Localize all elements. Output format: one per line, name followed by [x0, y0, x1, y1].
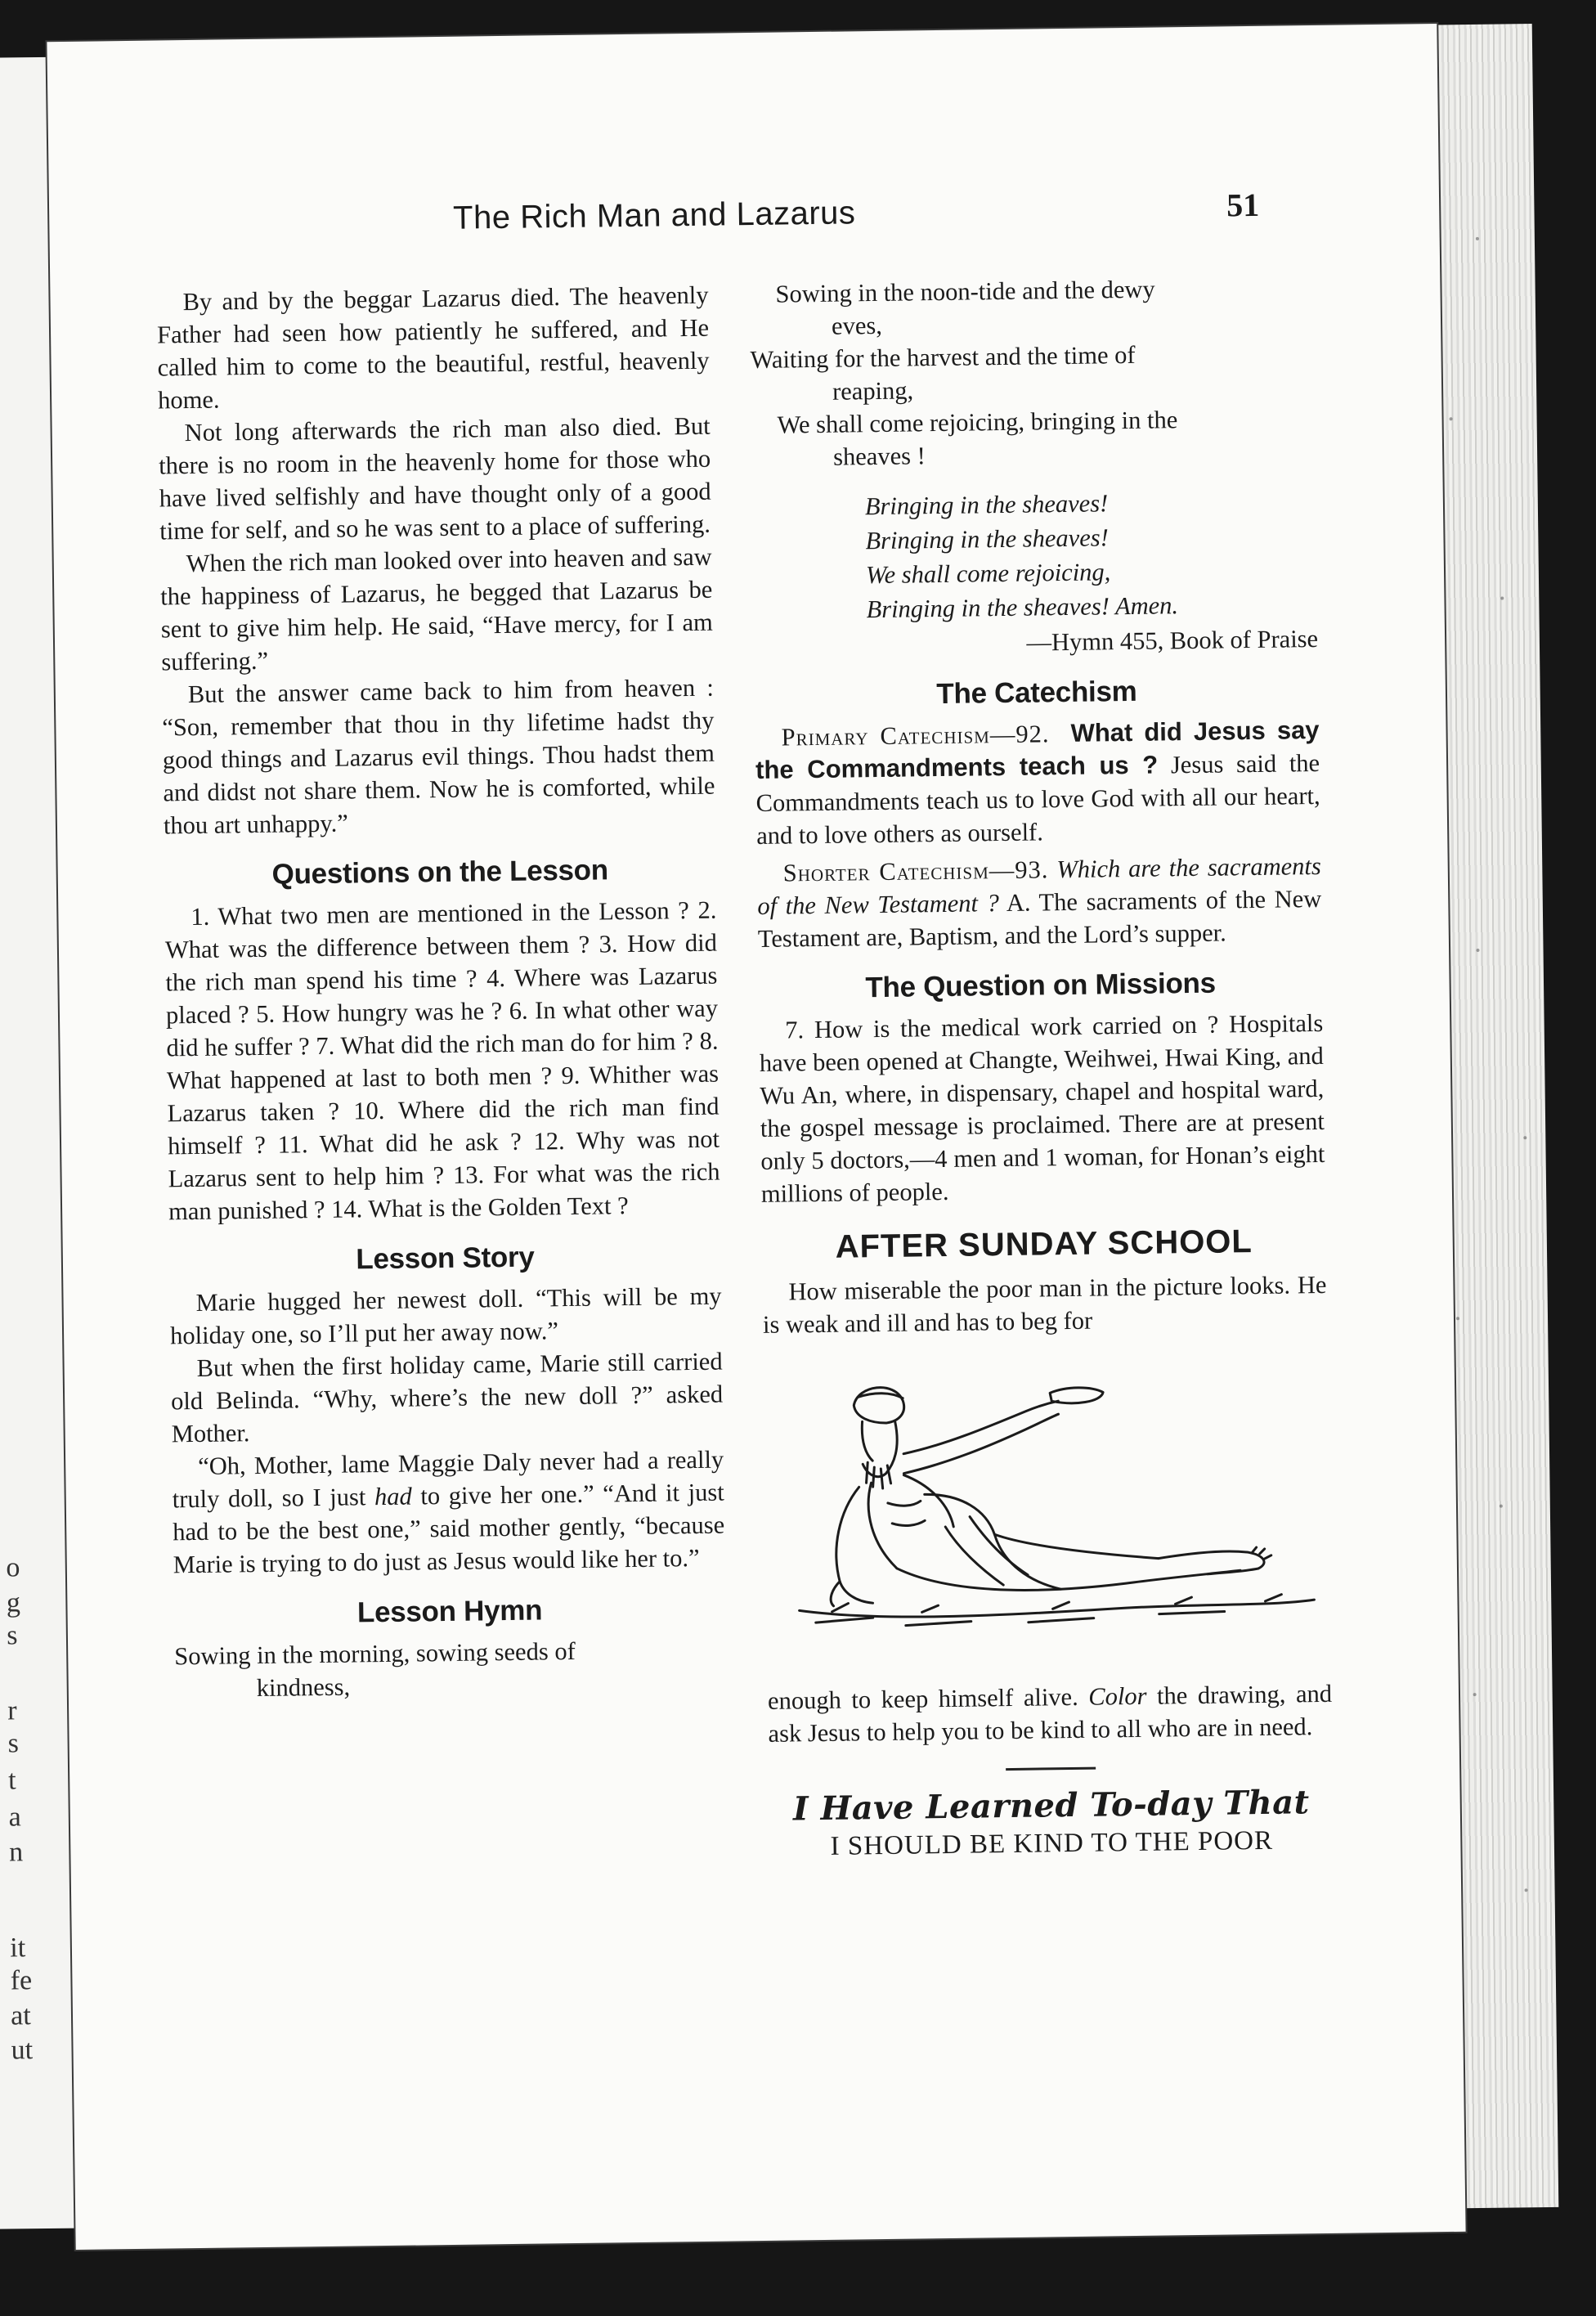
book-page — [47, 24, 1465, 2250]
learned-today-text: I SHOULD BE KIND TO THE POOR — [830, 1825, 1274, 1861]
page-number: 51 — [1226, 186, 1260, 224]
prev-page-fragment: n — [8, 1837, 24, 1868]
missions-text: 7. How is the medical work carried on ? Hospitals have been opened at Changte, Weihwei, Hwai King, and Wu An, where, in dispensary, chapel and hospital ward, the gospel message is proclaimed. There are at present only 5 doctors,—4 men and 1 woman, for Honan’s eight millions of people. — [759, 1008, 1325, 1208]
lazarus-illustration — [780, 1367, 1324, 1660]
section-divider — [1006, 1767, 1096, 1771]
story-paragraph: But the answer came back to him from heaven : “Son, remember that thou in thy lifetime hadst thy good things and Lazarus evil things. Thou hadst them and didst not share them. Now he is comforted, while thou art unhappy.” — [162, 673, 715, 840]
lesson-story-heading: Lesson Story — [356, 1241, 535, 1276]
lesson-hymn-heading: Lesson Hymn — [356, 1594, 543, 1629]
questions-text: 1. What two men are mentioned in the Lesson ? 2. What was the difference between them ? 3. How did the rich man spend his time ? 4. Where was Lazarus placed ? 5. How hungry was he ? 6. In what other way did he suffer ? 7. What did the rich man do for him ? 8. What happened at last to both men ? 9. Whither was Lazarus taken ? 10. Where did the rich man find himself ? 11. What did he ask ? 12. Why was not Lazarus sent to help him ? 13. For what was the rich man punished ? 14. What is the Golden Text ? — [164, 895, 720, 1226]
after-school-emphasis: Color — [1088, 1681, 1147, 1711]
questions-heading: Questions on the Lesson — [271, 854, 609, 891]
primary-catechism-label: Primary Catechism—92. — [781, 720, 1050, 752]
hymn-line: We shall come rejoicing, bringing in the — [777, 406, 1178, 439]
right-column — [749, 271, 1334, 1864]
lesson-hymn-verse — [174, 1633, 727, 1706]
story-paragraph: When the rich man looked over into heaven and saw the happiness of Lazarus, he begged that Lazarus be sent to give him help. He said, “Have mercy, for I am suffering.” — [160, 542, 713, 676]
primary-catechism — [755, 714, 1320, 852]
lesson-story-paragraph — [172, 1443, 725, 1582]
learned-today-heading: I Have Learned To-day That — [792, 1783, 1310, 1829]
chorus-line: We shall come rejoicing, — [865, 558, 1111, 590]
chorus-line: Bringing in the sheaves! — [864, 489, 1109, 521]
lesson-story-paragraph: Marie hugged her newest doll. “This will be my holiday one, so I’ll put her away now.” — [169, 1281, 722, 1350]
prev-page-fragment: it — [10, 1932, 26, 1964]
shorter-catechism-answer: A. The sacraments of the New Testament are, Baptism, and the Lord’s supper. — [757, 884, 1322, 953]
chorus-line: Bringing in the sheaves! — [865, 523, 1109, 555]
hymn-line: eves, — [831, 311, 883, 340]
prev-page-fragment: t — [7, 1765, 16, 1796]
prev-page-fragment: g — [6, 1587, 21, 1618]
shorter-catechism-label: Shorter Catechism—93. — [782, 855, 1049, 887]
hymn-attribution: —Hymn 455, Book of Praise — [1026, 624, 1319, 657]
story-emphasis: had — [374, 1482, 412, 1511]
prev-page-fragment: s — [7, 1728, 20, 1759]
prev-page-fragment: a — [8, 1802, 21, 1833]
prev-page-fragment: ut — [11, 2035, 34, 2066]
hymn-line: Sowing in the morning, sowing seeds of — [174, 1636, 576, 1671]
missions-heading: The Question on Missions — [865, 967, 1217, 1004]
story-text: “Oh, Mother, lame Maggie Daly never had a really truly doll, so I just — [172, 1445, 724, 1514]
after-sunday-school-heading: AFTER SUNDAY SCHOOL — [835, 1223, 1253, 1265]
catechism-heading: The Catechism — [936, 675, 1137, 711]
story-paragraph: By and by the beggar Lazarus died. The heavenly Father had seen how patiently he suffered, and He called him to come to the beautiful, restful, heavenly home. — [156, 281, 710, 415]
primary-catechism-answer: Jesus said the Commandments teach us to love God with all our heart, and to love others as ourself. — [755, 748, 1320, 850]
hymn-line: sheaves ! — [832, 442, 926, 471]
chorus-line: Bringing in the sheaves! Amen. — [866, 591, 1179, 624]
story-paragraph: Not long afterwards the rich man also died. But there is no room in the heavenly home for those who have lived selfishly and have thought only of a good time for self, and so he was sent to a place of suffering. — [158, 411, 711, 545]
hymn-line: kindness, — [256, 1672, 351, 1703]
primary-catechism-question: What did Jesus say the Commandments teach us ? — [755, 715, 1320, 784]
after-school-text: enough to keep himself alive. — [767, 1682, 1089, 1715]
prev-page-fragment: r — [7, 1695, 17, 1726]
hymn-line: Waiting for the harvest and the time of — [750, 340, 1136, 375]
lesson-story-paragraph: But when the first holiday came, Marie still carried old Belinda. “Why, where’s the new doll ?” asked Mother. — [170, 1347, 724, 1448]
running-head: The Rich Man and Lazarus — [452, 195, 856, 236]
prev-page-fragment: s — [7, 1620, 18, 1651]
after-school-intro: How miserable the poor man in the picture looks. He is weak and ill and has to beg for — [762, 1270, 1327, 1339]
after-school-continuation — [768, 1677, 1333, 1750]
prev-page-fragment: at — [10, 2000, 31, 2031]
hymn-line: Sowing in the noon-tide and the dewy — [775, 275, 1155, 308]
hymn-chorus — [865, 483, 1318, 626]
prev-page-fragment: fe — [10, 1965, 33, 1996]
after-school-text: the drawing, and ask Jesus to help you to be kind to all who are in need. — [768, 1679, 1333, 1748]
shorter-catechism — [757, 850, 1323, 955]
left-column — [156, 279, 727, 1706]
hymn-line: reaping, — [832, 376, 914, 406]
story-text: to give her one.” “And it just had to be the best one,” said mother gently, “because Marie is trying to do just as Jesus would like her to.” — [173, 1478, 725, 1579]
shorter-catechism-question: Which are the sacraments of the New Testament ? — [757, 851, 1321, 920]
prev-page-fragment: o — [6, 1552, 20, 1583]
